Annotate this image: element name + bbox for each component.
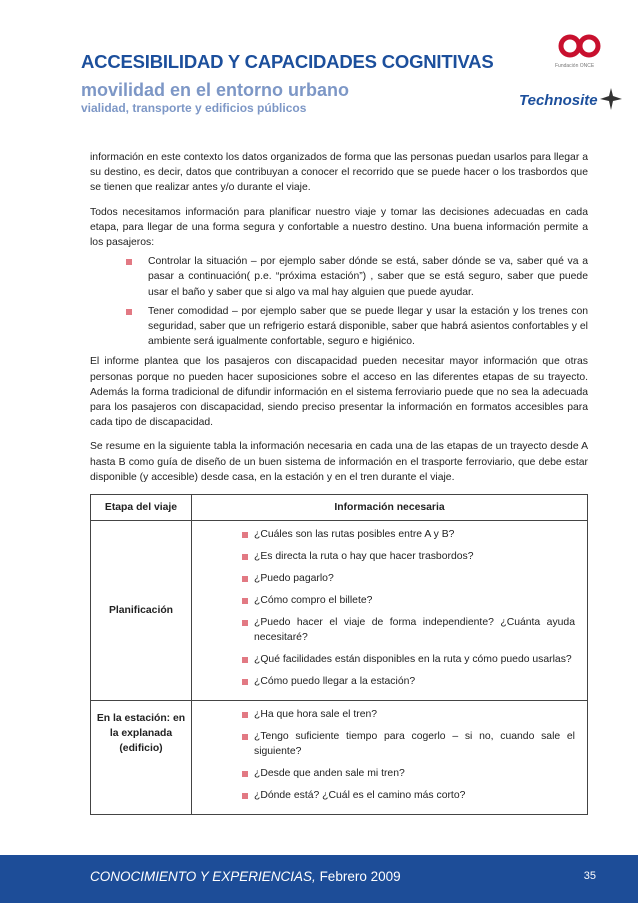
list-item: ¿Desde que anden sale mi tren? — [254, 766, 575, 781]
info-cell — [192, 521, 588, 701]
list-item: Tener comodidad – por ejemplo saber que se puede llegar y usar la estación y los trenes con seguridad, saber que un refrigerio estará disponible, saber que habrá asientos confortables y el ambiente será igualmente confortable, seguro e higiénico. — [148, 304, 588, 350]
document-subtitle: movilidad en el entorno urbano — [81, 80, 350, 100]
stage-cell: Planificación — [91, 521, 192, 701]
technosite-logo: Technosite — [519, 92, 598, 109]
info-list — [196, 527, 575, 689]
list-item: ¿Tengo suficiente tiempo para cogerlo – si no, cuando sale el siguiente? — [254, 731, 575, 758]
technosite-star-icon — [600, 88, 622, 110]
paragraph: información en este contexto los datos organizados de forma que las personas puedan usarlos para llegar a su destino, es decir, datos que contribuyan a conocer el recorrido que se puede hacer o los trasbordos que se tienen que realizar antes y/o durante el viaje. — [90, 152, 588, 194]
info-cell — [192, 701, 588, 815]
footer-publication — [90, 869, 401, 884]
info-table — [90, 494, 588, 815]
list-item: ¿Puedo pagarlo? — [254, 571, 575, 586]
page-header — [0, 0, 638, 140]
publication-date: Febrero 2009 — [315, 869, 401, 884]
paragraph: Se resume en la siguiente tabla la información necesaria en cada una de las etapas de un trayecto desde A hasta B como guía de diseño de un buen sistema de información en el trasporte ferroviario, que debe estar disponible (y accesible) desde casa, en la estación y en el tren durante el viaje. — [90, 441, 588, 483]
paragraph: Todos necesitamos información para planificar nuestro viaje y tomar las decisiones adecuadas en cada etapa, para llegar de una forma segura y confortable a nuestro destino. Una buena información permite a los pasajeros: — [90, 206, 588, 249]
table-header-stage: Etapa del viaje — [91, 495, 192, 521]
page-footer — [0, 855, 638, 903]
document-subtitle-secondary: vialidad, transporte y edificios públicos — [81, 101, 307, 115]
list-item: ¿Qué facilidades están disponibles en la ruta y cómo puedo usarlas? — [254, 652, 575, 667]
list-item: ¿Ha que hora sale el tren? — [254, 707, 575, 722]
main-content — [90, 150, 588, 815]
fundacion-once-label: Fundación ONCE — [555, 63, 595, 69]
fundacion-once-logo-icon — [558, 33, 602, 59]
list-item: Controlar la situación – por ejemplo saber dónde se está, saber dónde se va, saber qué va a pasar a continuación( p.e. “próxima estación”) , saber que se está seguro, saber que puede usar el baño y saber que si algo va mal hay alguien que puede ayudar. — [148, 254, 588, 300]
page-number: 35 — [583, 870, 596, 882]
list-item: ¿Dónde está? ¿Cuál es el camino más corto? — [254, 788, 575, 803]
bullet-list — [90, 254, 588, 349]
list-item: ¿Cómo compro el billete? — [254, 593, 575, 608]
table-header-row — [91, 495, 588, 521]
info-list — [196, 707, 575, 803]
table-row — [91, 521, 588, 701]
list-item: ¿Cómo puedo llegar a la estación? — [254, 674, 575, 689]
paragraph: El informe plantea que los pasajeros con discapacidad pueden necesitar mayor información que otras personas porque no pueden hacer suposiciones sobre el acceso en las diferentes etapas de su trayecto. Además la forma tradicional de difundir información en el sistema ferroviario puede que no sea la adecuada para los pasajeros con discapacidad, siendo preciso presentar la información en formatos accesibles para cada tipo de discapacidad. — [90, 356, 588, 429]
publication-name: CONOCIMIENTO Y EXPERIENCIAS, — [90, 869, 316, 884]
list-item: ¿Es directa la ruta o hay que hacer trasbordos? — [254, 549, 575, 564]
document-title: ACCESIBILIDAD Y CAPACIDADES COGNITIVAS — [81, 51, 494, 72]
table-row — [91, 701, 588, 815]
table-header-info: Información necesaria — [192, 495, 588, 521]
list-item: ¿Cuáles son las rutas posibles entre A y B? — [254, 527, 575, 542]
stage-cell: En la estación: en la explanada (edificio) — [91, 701, 192, 815]
list-item: ¿Puedo hacer el viaje de forma independiente? ¿Cuánta ayuda necesitaré? — [254, 617, 575, 644]
